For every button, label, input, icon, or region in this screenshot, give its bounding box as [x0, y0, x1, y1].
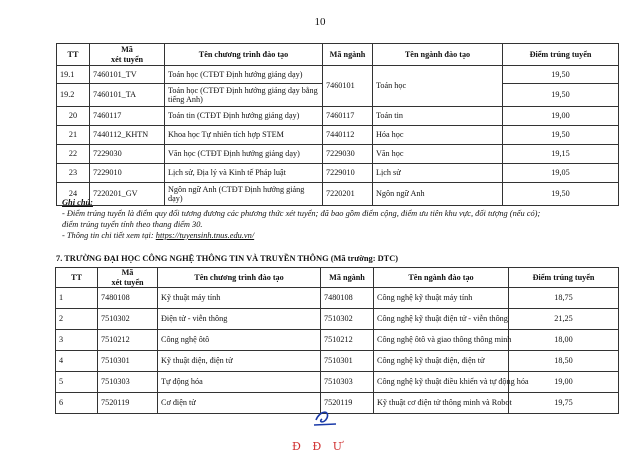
table-row [57, 145, 619, 164]
admission-table-2 [55, 267, 619, 414]
cell-score: 19,50 [503, 66, 619, 84]
header-major: Tên ngành đào tạo [374, 268, 509, 288]
cell-program: Kỹ thuật máy tính [158, 288, 321, 309]
cell-major: Lịch sử [373, 164, 503, 183]
cell-major: Ngôn ngữ Anh [373, 183, 503, 206]
cell-tt: 19.1 [57, 66, 90, 84]
table-header-row [56, 268, 619, 288]
table-row [57, 66, 619, 84]
cell-program: Toán tin (CTĐT Định hướng giảng dạy) [165, 107, 323, 126]
cell-major-code: 7229010 [323, 164, 373, 183]
cell-major-code: 7440112 [323, 126, 373, 145]
cell-code: 7480108 [98, 288, 158, 309]
cell-score: 18,75 [509, 288, 619, 309]
notes-detail-prefix: - Thông tin chi tiết xem tại: [62, 230, 156, 240]
cell-code: 7229030 [90, 145, 165, 164]
header-code: Mã xét tuyển [90, 44, 165, 66]
cell-major-code: 7520119 [321, 393, 374, 414]
header-score: Điểm trúng tuyển [509, 268, 619, 288]
notes-line: điểm trúng tuyển tính theo thang điểm 30. [62, 219, 203, 229]
cell-code: 7460117 [90, 107, 165, 126]
cell-major: Công nghệ kỹ thuật điện tử - viễn thông [374, 309, 509, 330]
cell-score: 18,50 [509, 351, 619, 372]
cell-major: Toán tin [373, 107, 503, 126]
table-row [56, 288, 619, 309]
cell-major: Văn học [373, 145, 503, 164]
table-row [56, 372, 619, 393]
header-tt: TT [56, 268, 98, 288]
cell-major-code: 7460117 [323, 107, 373, 126]
cell-score: 18,00 [509, 330, 619, 351]
cell-score: 19,50 [503, 126, 619, 145]
notes-title: Ghi chú: [62, 198, 93, 207]
table-row [57, 107, 619, 126]
cell-score: 19,15 [503, 145, 619, 164]
cell-code: 7460101_TV [90, 66, 165, 84]
admission-table-1 [56, 43, 619, 206]
cell-score: 19,50 [503, 183, 619, 206]
cell-tt: 5 [56, 372, 98, 393]
cell-major-code: 7220201 [323, 183, 373, 206]
cell-program: Toán học (CTĐT Định hướng giảng dạy) [165, 66, 323, 84]
table-row [56, 330, 619, 351]
section-heading: 7. TRƯỜNG ĐẠI HỌC CÔNG NGHỆ THÔNG TIN VÀ TRUYỀN THÔNG (Mã trường: DTC) [56, 254, 399, 263]
cell-code: 7440112_KHTN [90, 126, 165, 145]
cell-code: 7220201_GV [90, 183, 165, 206]
cell-code: 7510303 [98, 372, 158, 393]
notes-line: - Điểm trúng tuyển là điểm quy đổi tương đương các phương thức xét tuyển; đã bao gồm điểm cộng, điểm ưu tiên khu vực, đối tượng (nếu có); [62, 208, 541, 218]
cell-major-code: 7480108 [321, 288, 374, 309]
cell-code: 7229010 [90, 164, 165, 183]
cell-tt: 4 [56, 351, 98, 372]
table-row [57, 126, 619, 145]
cell-tt: 1 [56, 288, 98, 309]
notes-block [62, 198, 622, 242]
cell-tt: 6 [56, 393, 98, 414]
cell-score: 19,00 [503, 107, 619, 126]
cell-program: Tự động hóa [158, 372, 321, 393]
cell-score: 19,50 [503, 84, 619, 107]
page-number: 10 [314, 16, 326, 28]
cell-major: Toán học [373, 66, 503, 107]
header-major: Tên ngành đào tạo [373, 44, 503, 66]
header-tt: TT [57, 44, 90, 66]
cell-code: 7510301 [98, 351, 158, 372]
cell-major-code: 7510303 [321, 372, 374, 393]
cell-major: Công nghệ ôtô và giao thông thông minh [374, 330, 509, 351]
cell-program: Điện tử - viễn thông [158, 309, 321, 330]
cell-tt: 20 [57, 107, 90, 126]
header-score: Điểm trúng tuyển [503, 44, 619, 66]
notes-line [62, 231, 622, 242]
cell-code: 7510212 [98, 330, 158, 351]
cell-major: Kỹ thuật cơ điện tử thông minh và Robot [374, 393, 509, 414]
cell-score: 19,75 [509, 393, 619, 414]
cell-tt: 3 [56, 330, 98, 351]
cell-major: Hóa học [373, 126, 503, 145]
cell-tt: 23 [57, 164, 90, 183]
signature-mark [310, 408, 340, 430]
header-major-code: Mã ngành [323, 44, 373, 66]
cell-program: Kỹ thuật điện, điện tử [158, 351, 321, 372]
header-code: Mã xét tuyển [98, 268, 158, 288]
table-header-row [57, 44, 619, 66]
cell-code: 7460101_TA [90, 84, 165, 107]
table-row [57, 164, 619, 183]
header-program: Tên chương trình đào tạo [165, 44, 323, 66]
cell-major: Công nghệ kỹ thuật máy tính [374, 288, 509, 309]
cell-tt: 21 [57, 126, 90, 145]
cell-tt: 19.2 [57, 84, 90, 107]
table-row [56, 309, 619, 330]
cell-program: Cơ điện tử [158, 393, 321, 414]
cell-major: Công nghệ kỹ thuật điều khiển và tự động hóa [374, 372, 509, 393]
cell-tt: 24 [57, 183, 90, 206]
cell-program: Ngôn ngữ Anh (CTĐT Định hướng giảng dạy) [165, 183, 323, 206]
cell-code: 7520119 [98, 393, 158, 414]
cell-major-code: 7510212 [321, 330, 374, 351]
cell-program: Toán học (CTĐT Định hướng giảng dạy bằng tiếng Anh) [165, 84, 323, 107]
cell-score: 19,00 [509, 372, 619, 393]
table-row [56, 351, 619, 372]
header-program: Tên chương trình đào tạo [158, 268, 321, 288]
header-major-code: Mã ngành [321, 268, 374, 288]
cell-tt: 22 [57, 145, 90, 164]
cell-score: 19,05 [503, 164, 619, 183]
cell-code: 7510302 [98, 309, 158, 330]
cell-major: Công nghệ kỹ thuật điện, điện tử [374, 351, 509, 372]
cell-major-code: 7460101 [323, 66, 373, 107]
cell-score: 21,25 [509, 309, 619, 330]
cell-program: Công nghệ ôtô [158, 330, 321, 351]
admission-website-link[interactable]: https://tuyensinh.tnus.edu.vn/ [155, 230, 255, 240]
stamp-partial-text: Đ Đ Ư [292, 440, 347, 453]
cell-program: Lịch sử, Địa lý và Kinh tế Pháp luật [165, 164, 323, 183]
cell-program: Văn học (CTĐT Định hướng giảng dạy) [165, 145, 323, 164]
cell-major-code: 7229030 [323, 145, 373, 164]
cell-major-code: 7510301 [321, 351, 374, 372]
cell-major-code: 7510302 [321, 309, 374, 330]
cell-program: Khoa học Tự nhiên tích hợp STEM [165, 126, 323, 145]
cell-tt: 2 [56, 309, 98, 330]
